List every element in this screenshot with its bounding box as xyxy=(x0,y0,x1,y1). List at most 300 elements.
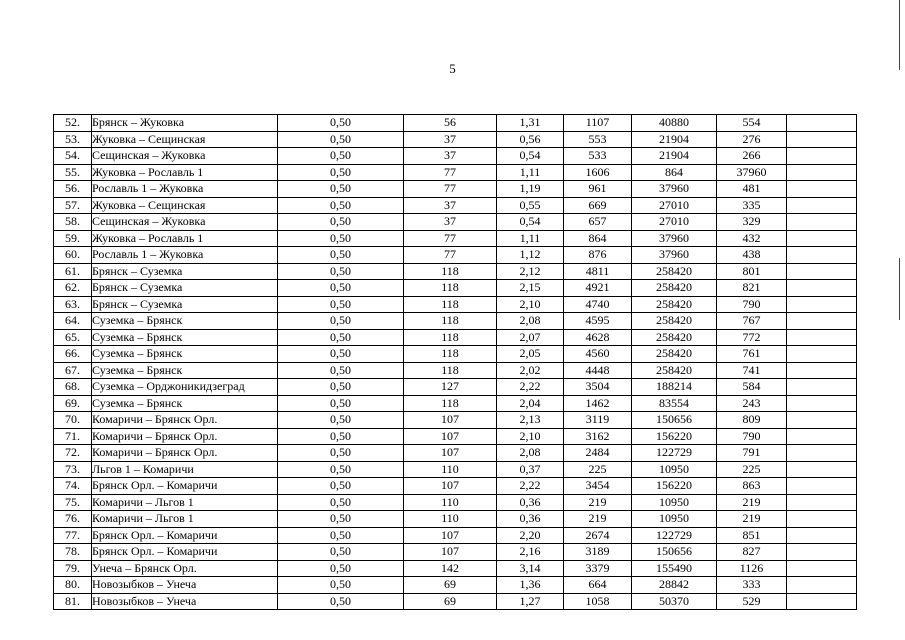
row-number-cell: 79. xyxy=(54,560,92,577)
row-number-cell: 57. xyxy=(54,197,92,214)
row-number-cell: 54. xyxy=(54,148,92,165)
value4-cell xyxy=(787,379,857,396)
distance-cell: 107 xyxy=(404,445,497,462)
coefficient-cell: 0,50 xyxy=(278,511,404,528)
distance-cell: 37 xyxy=(404,148,497,165)
value1-cell: 219 xyxy=(564,494,632,511)
route-cell: Брянск – Суземка xyxy=(92,263,278,280)
distance-cell: 118 xyxy=(404,329,497,346)
distance-cell: 118 xyxy=(404,395,497,412)
value3-cell: 801 xyxy=(717,263,787,280)
value1-cell: 4595 xyxy=(564,313,632,330)
time-cell: 1,11 xyxy=(497,164,564,181)
edge-mark-bottom xyxy=(899,258,900,320)
coefficient-cell: 0,50 xyxy=(278,296,404,313)
distance-cell: 77 xyxy=(404,181,497,198)
route-cell: Комаричи – Брянск Орл. xyxy=(92,445,278,462)
table-row xyxy=(54,247,857,264)
value3-cell: 225 xyxy=(717,461,787,478)
value4-cell xyxy=(787,230,857,247)
table-row xyxy=(54,197,857,214)
route-cell: Рославль 1 – Жуковка xyxy=(92,181,278,198)
table-row xyxy=(54,148,857,165)
coefficient-cell: 0,50 xyxy=(278,115,404,132)
value2-cell: 156220 xyxy=(632,428,717,445)
value4-cell xyxy=(787,329,857,346)
value3-cell: 790 xyxy=(717,428,787,445)
row-number-cell: 65. xyxy=(54,329,92,346)
time-cell: 0,54 xyxy=(497,214,564,231)
value2-cell: 155490 xyxy=(632,560,717,577)
value4-cell xyxy=(787,395,857,412)
coefficient-cell: 0,50 xyxy=(278,214,404,231)
route-cell: Суземка – Брянск xyxy=(92,329,278,346)
value3-cell: 335 xyxy=(717,197,787,214)
coefficient-cell: 0,50 xyxy=(278,412,404,429)
value3-cell: 790 xyxy=(717,296,787,313)
value4-cell xyxy=(787,214,857,231)
value1-cell: 864 xyxy=(564,230,632,247)
distance-cell: 118 xyxy=(404,296,497,313)
table-row xyxy=(54,115,857,132)
route-cell: Жуковка – Сещинская xyxy=(92,197,278,214)
value2-cell: 150656 xyxy=(632,412,717,429)
table-row xyxy=(54,445,857,462)
distance-cell: 37 xyxy=(404,197,497,214)
time-cell: 2,08 xyxy=(497,445,564,462)
row-number-cell: 71. xyxy=(54,428,92,445)
coefficient-cell: 0,50 xyxy=(278,263,404,280)
value4-cell xyxy=(787,560,857,577)
route-cell: Комаричи – Брянск Орл. xyxy=(92,428,278,445)
value1-cell: 4560 xyxy=(564,346,632,363)
value2-cell: 10950 xyxy=(632,461,717,478)
value4-cell xyxy=(787,362,857,379)
value1-cell: 3504 xyxy=(564,379,632,396)
value2-cell: 122729 xyxy=(632,445,717,462)
row-number-cell: 78. xyxy=(54,544,92,561)
row-number-cell: 74. xyxy=(54,478,92,495)
distance-cell: 107 xyxy=(404,527,497,544)
table-row xyxy=(54,511,857,528)
route-cell: Льгов 1 – Комаричи xyxy=(92,461,278,478)
time-cell: 0,55 xyxy=(497,197,564,214)
time-cell: 1,11 xyxy=(497,230,564,247)
value3-cell: 276 xyxy=(717,131,787,148)
time-cell: 1,36 xyxy=(497,577,564,594)
table-row xyxy=(54,560,857,577)
coefficient-cell: 0,50 xyxy=(278,346,404,363)
row-number-cell: 53. xyxy=(54,131,92,148)
row-number-cell: 75. xyxy=(54,494,92,511)
route-cell: Суземка – Брянск xyxy=(92,346,278,363)
distance-cell: 37 xyxy=(404,214,497,231)
coefficient-cell: 0,50 xyxy=(278,379,404,396)
value2-cell: 27010 xyxy=(632,197,717,214)
value4-cell xyxy=(787,263,857,280)
distance-cell: 69 xyxy=(404,593,497,610)
value1-cell: 1058 xyxy=(564,593,632,610)
table-row xyxy=(54,164,857,181)
value1-cell: 1462 xyxy=(564,395,632,412)
table-row xyxy=(54,131,857,148)
value3-cell: 772 xyxy=(717,329,787,346)
value3-cell: 761 xyxy=(717,346,787,363)
route-cell: Брянск Орл. – Комаричи xyxy=(92,478,278,495)
coefficient-cell: 0,50 xyxy=(278,445,404,462)
value2-cell: 258420 xyxy=(632,313,717,330)
time-cell: 2,12 xyxy=(497,263,564,280)
time-cell: 2,08 xyxy=(497,313,564,330)
table-row xyxy=(54,313,857,330)
time-cell: 2,22 xyxy=(497,379,564,396)
distance-cell: 110 xyxy=(404,511,497,528)
table-row xyxy=(54,362,857,379)
time-cell: 2,05 xyxy=(497,346,564,363)
value1-cell: 961 xyxy=(564,181,632,198)
value4-cell xyxy=(787,247,857,264)
value3-cell: 481 xyxy=(717,181,787,198)
coefficient-cell: 0,50 xyxy=(278,164,404,181)
row-number-cell: 69. xyxy=(54,395,92,412)
route-cell: Унеча – Брянск Орл. xyxy=(92,560,278,577)
value1-cell: 876 xyxy=(564,247,632,264)
value3-cell: 863 xyxy=(717,478,787,495)
table-row xyxy=(54,412,857,429)
distance-cell: 77 xyxy=(404,247,497,264)
distance-cell: 107 xyxy=(404,412,497,429)
coefficient-cell: 0,50 xyxy=(278,478,404,495)
row-number-cell: 63. xyxy=(54,296,92,313)
value3-cell: 827 xyxy=(717,544,787,561)
value4-cell xyxy=(787,148,857,165)
page-number: 5 xyxy=(449,61,456,76)
time-cell: 1,12 xyxy=(497,247,564,264)
value2-cell: 10950 xyxy=(632,511,717,528)
value2-cell: 188214 xyxy=(632,379,717,396)
value1-cell: 4740 xyxy=(564,296,632,313)
distance-cell: 118 xyxy=(404,263,497,280)
value1-cell: 3119 xyxy=(564,412,632,429)
value4-cell xyxy=(787,164,857,181)
value3-cell: 529 xyxy=(717,593,787,610)
route-cell: Жуковка – Рославль 1 xyxy=(92,164,278,181)
value1-cell: 2484 xyxy=(564,445,632,462)
distance-cell: 118 xyxy=(404,313,497,330)
row-number-cell: 64. xyxy=(54,313,92,330)
coefficient-cell: 0,50 xyxy=(278,428,404,445)
distance-cell: 142 xyxy=(404,560,497,577)
value2-cell: 28842 xyxy=(632,577,717,594)
row-number-cell: 67. xyxy=(54,362,92,379)
row-number-cell: 73. xyxy=(54,461,92,478)
value1-cell: 664 xyxy=(564,577,632,594)
value1-cell: 225 xyxy=(564,461,632,478)
value3-cell: 791 xyxy=(717,445,787,462)
value2-cell: 37960 xyxy=(632,247,717,264)
table-row xyxy=(54,296,857,313)
distance-cell: 107 xyxy=(404,544,497,561)
value1-cell: 657 xyxy=(564,214,632,231)
route-cell: Новозыбков – Унеча xyxy=(92,577,278,594)
coefficient-cell: 0,50 xyxy=(278,181,404,198)
value1-cell: 4628 xyxy=(564,329,632,346)
route-cell: Жуковка – Сещинская xyxy=(92,131,278,148)
value1-cell: 553 xyxy=(564,131,632,148)
time-cell: 2,22 xyxy=(497,478,564,495)
value4-cell xyxy=(787,280,857,297)
value3-cell: 37960 xyxy=(717,164,787,181)
data-table xyxy=(53,114,857,610)
value3-cell: 333 xyxy=(717,577,787,594)
distance-cell: 56 xyxy=(404,115,497,132)
time-cell: 2,10 xyxy=(497,428,564,445)
time-cell: 0,37 xyxy=(497,461,564,478)
route-cell: Суземка – Брянск xyxy=(92,395,278,412)
route-cell: Суземка – Брянск xyxy=(92,362,278,379)
value1-cell: 3189 xyxy=(564,544,632,561)
value3-cell: 767 xyxy=(717,313,787,330)
coefficient-cell: 0,50 xyxy=(278,560,404,577)
table-row xyxy=(54,395,857,412)
table-row xyxy=(54,280,857,297)
row-number-cell: 72. xyxy=(54,445,92,462)
distance-cell: 118 xyxy=(404,346,497,363)
table-row xyxy=(54,461,857,478)
coefficient-cell: 0,50 xyxy=(278,544,404,561)
value4-cell xyxy=(787,593,857,610)
value1-cell: 669 xyxy=(564,197,632,214)
time-cell: 0,56 xyxy=(497,131,564,148)
value4-cell xyxy=(787,428,857,445)
value2-cell: 258420 xyxy=(632,263,717,280)
value2-cell: 258420 xyxy=(632,280,717,297)
route-cell: Комаричи – Льгов 1 xyxy=(92,494,278,511)
coefficient-cell: 0,50 xyxy=(278,247,404,264)
time-cell: 2,04 xyxy=(497,395,564,412)
value3-cell: 432 xyxy=(717,230,787,247)
coefficient-cell: 0,50 xyxy=(278,230,404,247)
value3-cell: 554 xyxy=(717,115,787,132)
distance-cell: 77 xyxy=(404,164,497,181)
route-cell: Брянск – Суземка xyxy=(92,296,278,313)
row-number-cell: 62. xyxy=(54,280,92,297)
value3-cell: 809 xyxy=(717,412,787,429)
value3-cell: 851 xyxy=(717,527,787,544)
table-row xyxy=(54,329,857,346)
row-number-cell: 80. xyxy=(54,577,92,594)
route-cell: Брянск – Суземка xyxy=(92,280,278,297)
table-row xyxy=(54,379,857,396)
value4-cell xyxy=(787,461,857,478)
distance-cell: 107 xyxy=(404,428,497,445)
value2-cell: 864 xyxy=(632,164,717,181)
coefficient-cell: 0,50 xyxy=(278,593,404,610)
distance-cell: 110 xyxy=(404,461,497,478)
time-cell: 2,13 xyxy=(497,412,564,429)
table-row xyxy=(54,593,857,610)
value2-cell: 27010 xyxy=(632,214,717,231)
value2-cell: 37960 xyxy=(632,181,717,198)
value3-cell: 584 xyxy=(717,379,787,396)
row-number-cell: 56. xyxy=(54,181,92,198)
row-number-cell: 76. xyxy=(54,511,92,528)
value3-cell: 741 xyxy=(717,362,787,379)
route-cell: Комаричи – Льгов 1 xyxy=(92,511,278,528)
value1-cell: 219 xyxy=(564,511,632,528)
value2-cell: 50370 xyxy=(632,593,717,610)
table-row xyxy=(54,494,857,511)
row-number-cell: 61. xyxy=(54,263,92,280)
value2-cell: 258420 xyxy=(632,329,717,346)
route-cell: Сещинская – Жуковка xyxy=(92,148,278,165)
value4-cell xyxy=(787,494,857,511)
value1-cell: 533 xyxy=(564,148,632,165)
coefficient-cell: 0,50 xyxy=(278,329,404,346)
table-row xyxy=(54,478,857,495)
table-row xyxy=(54,263,857,280)
value1-cell: 3162 xyxy=(564,428,632,445)
table-row xyxy=(54,346,857,363)
value4-cell xyxy=(787,544,857,561)
value1-cell: 4921 xyxy=(564,280,632,297)
time-cell: 2,20 xyxy=(497,527,564,544)
value2-cell: 83554 xyxy=(632,395,717,412)
time-cell: 3,14 xyxy=(497,560,564,577)
edge-mark-top xyxy=(899,0,900,70)
value3-cell: 219 xyxy=(717,494,787,511)
value2-cell: 21904 xyxy=(632,131,717,148)
time-cell: 0,54 xyxy=(497,148,564,165)
distance-cell: 37 xyxy=(404,131,497,148)
value3-cell: 243 xyxy=(717,395,787,412)
value4-cell xyxy=(787,296,857,313)
value2-cell: 150656 xyxy=(632,544,717,561)
coefficient-cell: 0,50 xyxy=(278,527,404,544)
route-cell: Суземка – Брянск xyxy=(92,313,278,330)
coefficient-cell: 0,50 xyxy=(278,494,404,511)
value2-cell: 40880 xyxy=(632,115,717,132)
value3-cell: 219 xyxy=(717,511,787,528)
time-cell: 0,36 xyxy=(497,494,564,511)
table-row xyxy=(54,214,857,231)
route-cell: Брянск – Жуковка xyxy=(92,115,278,132)
value4-cell xyxy=(787,445,857,462)
value4-cell xyxy=(787,313,857,330)
table-row xyxy=(54,544,857,561)
value2-cell: 122729 xyxy=(632,527,717,544)
distance-cell: 77 xyxy=(404,230,497,247)
value3-cell: 266 xyxy=(717,148,787,165)
value2-cell: 37960 xyxy=(632,230,717,247)
coefficient-cell: 0,50 xyxy=(278,577,404,594)
route-cell: Комаричи – Брянск Орл. xyxy=(92,412,278,429)
value1-cell: 1606 xyxy=(564,164,632,181)
coefficient-cell: 0,50 xyxy=(278,313,404,330)
coefficient-cell: 0,50 xyxy=(278,461,404,478)
value1-cell: 4448 xyxy=(564,362,632,379)
route-cell: Новозыбков – Унеча xyxy=(92,593,278,610)
value4-cell xyxy=(787,511,857,528)
table-row xyxy=(54,230,857,247)
coefficient-cell: 0,50 xyxy=(278,395,404,412)
table-row xyxy=(54,527,857,544)
value4-cell xyxy=(787,131,857,148)
table-row xyxy=(54,181,857,198)
time-cell: 2,15 xyxy=(497,280,564,297)
time-cell: 2,10 xyxy=(497,296,564,313)
row-number-cell: 68. xyxy=(54,379,92,396)
value4-cell xyxy=(787,181,857,198)
time-cell: 1,27 xyxy=(497,593,564,610)
distance-cell: 110 xyxy=(404,494,497,511)
value2-cell: 21904 xyxy=(632,148,717,165)
time-cell: 2,07 xyxy=(497,329,564,346)
value1-cell: 3454 xyxy=(564,478,632,495)
route-cell: Брянск Орл. – Комаричи xyxy=(92,527,278,544)
value4-cell xyxy=(787,346,857,363)
distance-cell: 118 xyxy=(404,280,497,297)
value2-cell: 258420 xyxy=(632,346,717,363)
route-cell: Суземка – Орджоникидзеград xyxy=(92,379,278,396)
value4-cell xyxy=(787,527,857,544)
table-row xyxy=(54,577,857,594)
value3-cell: 1126 xyxy=(717,560,787,577)
table-row xyxy=(54,428,857,445)
time-cell: 1,31 xyxy=(497,115,564,132)
value1-cell: 2674 xyxy=(564,527,632,544)
row-number-cell: 55. xyxy=(54,164,92,181)
value1-cell: 1107 xyxy=(564,115,632,132)
row-number-cell: 66. xyxy=(54,346,92,363)
distance-cell: 69 xyxy=(404,577,497,594)
row-number-cell: 60. xyxy=(54,247,92,264)
distance-cell: 107 xyxy=(404,478,497,495)
value4-cell xyxy=(787,478,857,495)
value3-cell: 438 xyxy=(717,247,787,264)
coefficient-cell: 0,50 xyxy=(278,131,404,148)
value3-cell: 821 xyxy=(717,280,787,297)
time-cell: 2,02 xyxy=(497,362,564,379)
value1-cell: 4811 xyxy=(564,263,632,280)
value4-cell xyxy=(787,412,857,429)
coefficient-cell: 0,50 xyxy=(278,148,404,165)
coefficient-cell: 0,50 xyxy=(278,197,404,214)
time-cell: 0,36 xyxy=(497,511,564,528)
route-cell: Рославль 1 – Жуковка xyxy=(92,247,278,264)
route-cell: Жуковка – Рославль 1 xyxy=(92,230,278,247)
value2-cell: 258420 xyxy=(632,362,717,379)
coefficient-cell: 0,50 xyxy=(278,280,404,297)
row-number-cell: 81. xyxy=(54,593,92,610)
time-cell: 1,19 xyxy=(497,181,564,198)
row-number-cell: 58. xyxy=(54,214,92,231)
value3-cell: 329 xyxy=(717,214,787,231)
route-cell: Сещинская – Жуковка xyxy=(92,214,278,231)
time-cell: 2,16 xyxy=(497,544,564,561)
value4-cell xyxy=(787,577,857,594)
row-number-cell: 77. xyxy=(54,527,92,544)
value2-cell: 10950 xyxy=(632,494,717,511)
distance-cell: 127 xyxy=(404,379,497,396)
value2-cell: 156220 xyxy=(632,478,717,495)
value4-cell xyxy=(787,197,857,214)
coefficient-cell: 0,50 xyxy=(278,362,404,379)
distance-cell: 118 xyxy=(404,362,497,379)
value4-cell xyxy=(787,115,857,132)
table-body xyxy=(54,115,857,610)
row-number-cell: 59. xyxy=(54,230,92,247)
